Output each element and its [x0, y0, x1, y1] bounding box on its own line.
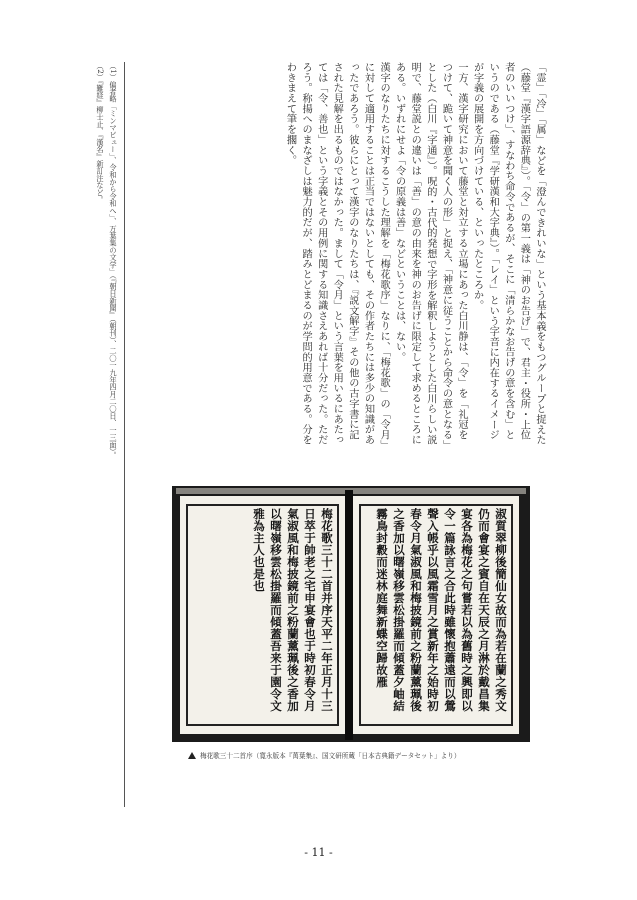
page-number: - 11 -	[304, 846, 333, 859]
book-gutter	[345, 490, 353, 740]
book-page-right	[353, 496, 519, 734]
footnote-rule	[124, 62, 125, 807]
book-page-left	[180, 496, 345, 734]
figure-caption	[188, 750, 548, 760]
footnotes	[94, 62, 120, 582]
body-paragraph: 漢字のなりたちに対するこうした理解を「梅花歌序」なりに、「梅花歌」の「令月」に対して適用することは正当ではないとしても、その作者たちには多少の知識があったであろう。彼らにとって漢字のなりたちは、『説文解字』その他の古字書に記された見解を出るものではなかった。まして「令月」という言葉を用いるにあたっては「令、善也」という字義とその用例に関する知識さえあれば十分だった。ただろう。称揚へのまなざしは魅力的だが、踏みとどまるのが学問的用意である。分をわきまえて筆を擱く。	[284, 62, 390, 446]
triangle-marker-icon	[188, 752, 196, 759]
body-paragraph: 「霊」「冷」「属」などを「澄んできれいな」という基本義をもつグループと捉えた（藤堂『漢字語源辞典』）。「令」の第一義は「神のお告げ」で、君主・役所・上位者のいいつけ」、すなわち命令であるが、そこに「清らかなお告げの意を含む」というのである（藤堂『学研漢和大字典』）。「レイ」という字音に内在するイメージが字義の展開を方向づけている、といったところか。	[471, 62, 545, 446]
footnote: （1）偏者略「ミンマビュー」、令和から令和へ」、万葉集の文学」（『朝日新聞』（朝刊）、二〇一九年四月二〇日、一三面）。	[109, 62, 118, 459]
book-photograph	[172, 486, 530, 742]
book-page-right-text: 淑質翠柳後簡仙女故而為若在蘭之秀文仍而會宴之賓自在天辰之月淋於戴昌集宴各為梅花之句嘗若以為舊時之興即以令一篇詠言之合此時雖懷抱蕭遠而以鶯聲入帳乎以風霜雪月之賞新年之始時初春令月氣淑風和梅披鏡前之粉蘭薰珮後之香加以曙嶺移雲松掛羅而傾蓋夕岫結霧鳥封縠而迷林庭舞新蝶空歸故雁	[375, 508, 508, 712]
book-page-left-text: 梅花歌三十二首并序天平二年正月十三日萃于帥老之宅申宴會也于時初春令月氣淑風和梅披鏡前之粉蘭薰珮後之香加以曙嶺移雲松掛羅而傾蓋吾来于園令文雅為主人也是也	[252, 508, 334, 712]
body-text	[282, 62, 547, 450]
footnote: （2）『難経』柳士止、『漢名』新訂注など。	[96, 62, 105, 204]
body-paragraph: 一方、漢字研究において藤堂と対立する立場にあった白川静は、「令」を「礼冠をつけて、跪いて神意を聞く人の形」と捉え、「神意に従うことから命令の意となる」とした（白川『字通』）。呪的・古代的発想で字形を解釈しようとした白川らしい説明で、藤堂説との違いは「善」の意の由来を神のお告げに限定して求めるところにある。いずれにせよ「令の原義は善」などということは、ない。	[393, 62, 468, 446]
caption-text: 梅花歌三十二首序（寛永版本『萬葉集』、国文研所蔵「日本古典籍データセット」より）	[200, 752, 461, 760]
